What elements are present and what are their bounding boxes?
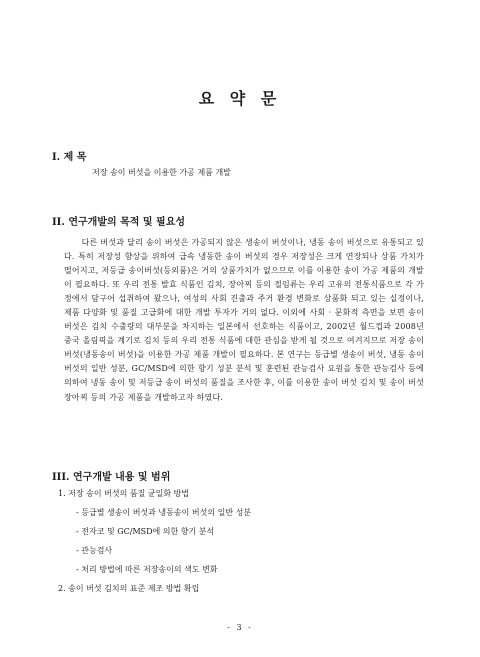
- section-heading-title: I. 제 목: [52, 152, 87, 163]
- section-heading-purpose: II. 연구개발의 목적 및 필요성: [52, 217, 186, 228]
- section-purpose-body: 다른 버섯과 달리 송이 버섯은 가공되지 않은 생송이 버섯이나, 냉동 송이 버섯으로 유통되고 있다. 특히 저장성 향상을 위하여 급속 냉동한 송이 버섯의 경우 저장성은 크게 연장되나 상품 가치가 떨어지고, 저등급 송이버섯(등외품)은 거의 상품가치가 없으므로 이를 이용한 송이 가공 제품의 개발이 필요하다. 또 우리 전통 발효 식품인 김치, 장아찌 등의 절임류는 우리 고유의 전통식품으로 각 가정에서 담구어 섭취하여 왔으나, 여성의 사회 진출과 주거 환경 변화로 상품화 되고 있는 실정이나, 제품 다양화 및 품질 고급화에 대한 개발 투자가 거의 없다. 이외에 사회 · 문화적 측면을 보면 송이 버섯은 김치 수출량의 대부분을 차지하는 일본에서 선호하는 식품이고, 2002년 월드컵과 2008년 중국 올림픽을 계기로 김치 등의 우리 전통 식품에 대한 관심을 받게 될 것으로 여겨지므로 저장 송이버섯(냉동송이 버섯)을 이용한 가공 제품 개발이 필요하다. 본 연구는 등급별 생송이 버섯, 냉동 송이 버섯의 일반 성분, GC/MSD에 의한 향기 성분 분석 및 훈련된 관능검사 요원을 통한 관능검사 등에 의하여 냉동 송이 및 저등급 송이 버섯의 품질을 조사한 후, 이를 이용한 송이 버섯 김치 및 송이 버섯 장아찌 등의 가공 제품을 개발하고자 하였다.: [64, 238, 424, 402]
- list-item: - 처리 방법에 따른 저장송이의 색도 변화: [76, 565, 218, 574]
- page-title: 요 약 문: [198, 89, 282, 108]
- list-item: - 등급별 생송이 버섯과 냉동송이 버섯의 일반 성분: [76, 508, 252, 517]
- page-number: - 3 -: [227, 623, 253, 632]
- list-item: - 전자코 및 GC/MSD에 의한 향기 분석: [76, 527, 215, 536]
- list-item: 2. 송이 버섯 김치의 표준 제조 방법 확립: [58, 584, 200, 593]
- list-item: - 관능검사: [76, 546, 113, 555]
- list-item: 1. 저장 송이 버섯의 품질 균일화 방법: [58, 489, 190, 498]
- section-title-text: 저장 송이 버섯을 이용한 가공 제품 개발: [92, 168, 231, 177]
- section-heading-scope: III. 연구개발 내용 및 범위: [52, 472, 171, 483]
